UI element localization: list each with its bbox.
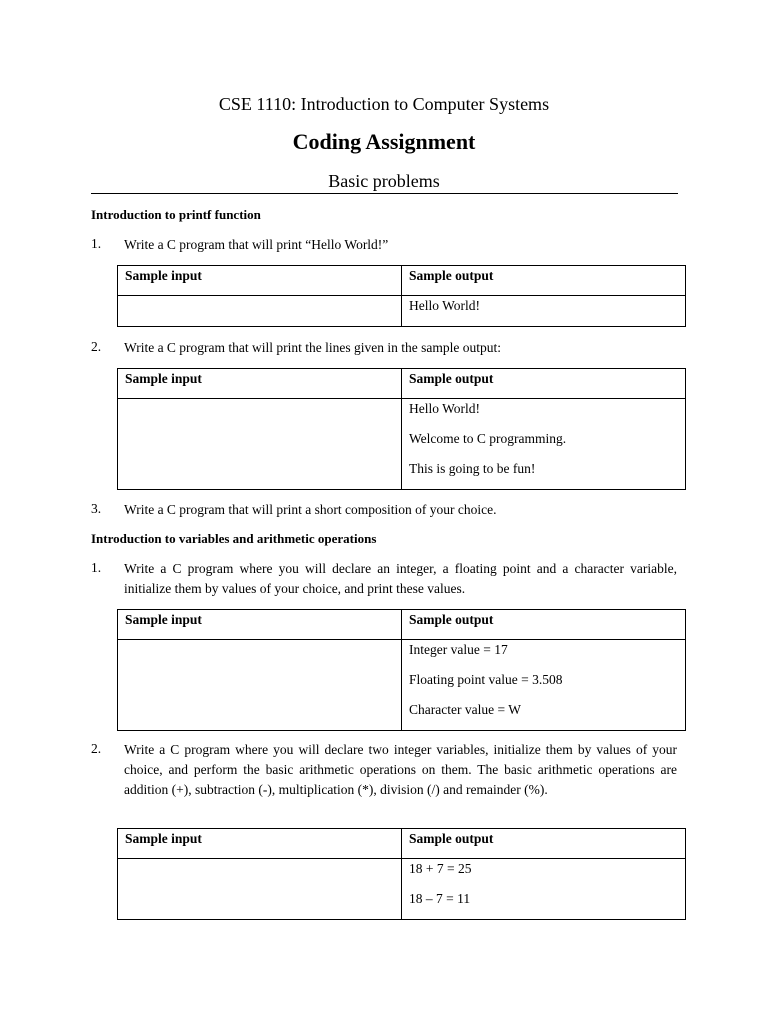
- course-title: CSE 1110: Introduction to Computer Systems: [218, 94, 550, 114]
- question-number: 3.: [91, 501, 102, 516]
- output-line: 18 – 7 = 11: [409, 891, 471, 906]
- sample-output-header: Sample output: [402, 266, 686, 296]
- output-line: This is going to be fun!: [409, 461, 536, 476]
- question-text: Write a C program that will print the lines given in the sample output:: [124, 340, 502, 355]
- sample-input-header: Sample input: [118, 610, 402, 640]
- question-number: 1.: [91, 560, 102, 575]
- sample-input-cell: [118, 640, 402, 731]
- question-text: Write a C program where you will declare an integer, a floating point and a character variable, initialize them by values of your choice, and print these values.: [124, 561, 677, 596]
- sample-output-header: Sample output: [402, 369, 686, 399]
- sample-output-header: Sample output: [402, 829, 686, 859]
- question-text: Write a C program that will print a short composition of your choice.: [124, 502, 497, 517]
- question-number: 2.: [91, 339, 102, 354]
- sample-table: [117, 265, 686, 327]
- document-subtitle: Basic problems: [328, 171, 440, 191]
- question-text: Write a C program that will print “Hello World!”: [124, 237, 389, 252]
- output-line: Character value = W: [409, 702, 521, 717]
- title-divider: [91, 193, 678, 194]
- sample-output-cell: [402, 399, 686, 490]
- sample-input-cell: [118, 859, 402, 920]
- document-title: Coding Assignment: [292, 129, 476, 154]
- output-line: 18 + 7 = 25: [409, 861, 472, 876]
- question-text: Write a C program where you will declare two integer variables, initialize them by values of your choice, and perform the basic arithmetic operations on them. The basic arithmetic operations are addition (+), subtraction (-), multiplication (*), division (/) and remainder (%).: [124, 742, 677, 797]
- sample-input-header: Sample input: [118, 829, 402, 859]
- output-line: Hello World!: [409, 401, 481, 416]
- sample-output-header: Sample output: [402, 610, 686, 640]
- section-heading-printf: Introduction to printf function: [91, 207, 261, 222]
- output-line: Integer value = 17: [409, 642, 508, 657]
- sample-output-cell: [402, 640, 686, 731]
- sample-input-cell: [118, 296, 402, 327]
- output-line: Hello World!: [409, 298, 481, 313]
- question-number: 2.: [91, 741, 102, 756]
- sample-table: [117, 828, 686, 920]
- sample-input-header: Sample input: [118, 266, 402, 296]
- sample-input-header: Sample input: [118, 369, 402, 399]
- sample-output-cell: [402, 296, 686, 327]
- sample-output-cell: [402, 859, 686, 920]
- output-line: Welcome to C programming.: [409, 431, 567, 446]
- section-heading-variables: Introduction to variables and arithmetic operations: [91, 531, 377, 546]
- sample-table: [117, 368, 686, 490]
- sample-input-cell: [118, 399, 402, 490]
- question-number: 1.: [91, 236, 102, 251]
- output-line: Floating point value = 3.508: [409, 672, 563, 687]
- sample-table: [117, 609, 686, 731]
